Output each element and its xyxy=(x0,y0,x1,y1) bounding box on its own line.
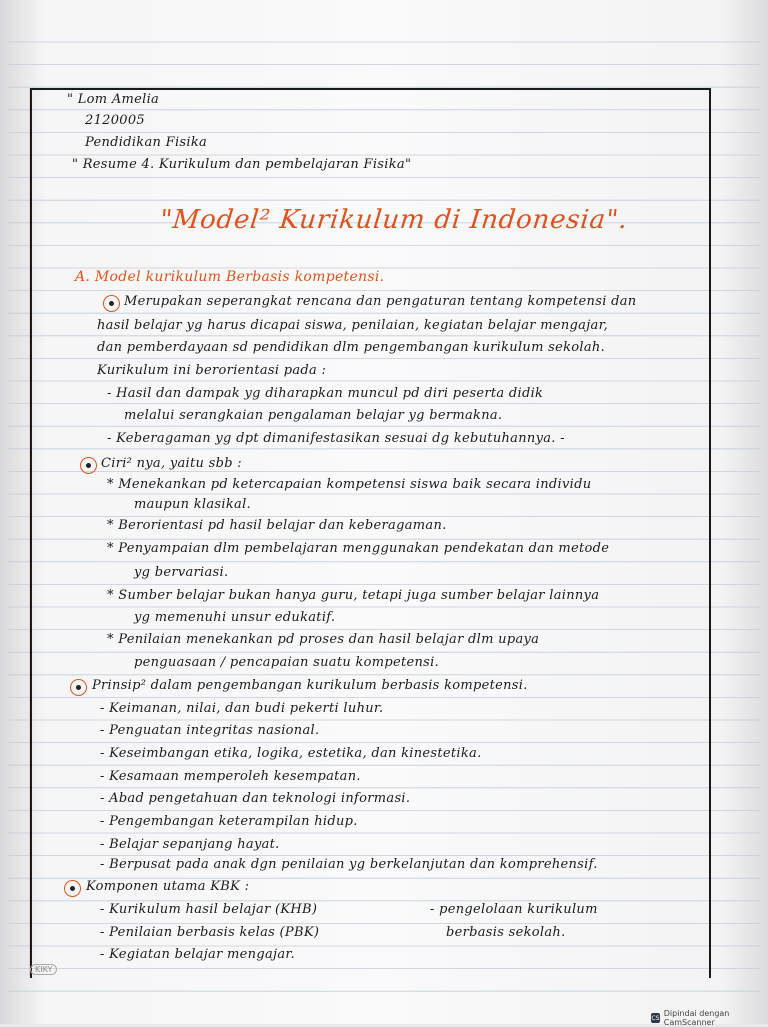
text-line: Prinsip² dalam pengembangan kurikulum berbasis kompetensi. xyxy=(92,678,528,693)
camscanner-icon: CS xyxy=(651,1014,660,1022)
text-line: yg memenuhi unsur edukatif. xyxy=(134,610,336,625)
text-line: - Kesamaan memperoleh kesempatan. xyxy=(100,769,361,784)
text-line: - Keseimbangan etika, logika, estetika, dan kinestetika. xyxy=(100,746,482,761)
text-line: yg bervariasi. xyxy=(134,565,229,580)
text-line: - Hasil dan dampak yg diharapkan muncul pd diri peserta didik xyxy=(107,386,544,401)
text-line: - Keberagaman yg dpt dimanifestasikan sesuai dg kebutuhannya. - xyxy=(107,431,565,446)
text-line: Merupakan seperangkat rencana dan pengaturan tentang kompetensi dan xyxy=(124,294,637,309)
text-line: hasil belajar yg harus dicapai siswa, penilaian, kegiatan belajar mengajar, xyxy=(97,318,609,333)
section-heading: A. Model kurikulum Berbasis kompetensi. xyxy=(75,269,385,285)
subject: Pendidikan Fisika xyxy=(85,135,208,150)
bullet-circle-icon xyxy=(103,295,120,312)
notebook-brand-logo: KIKY xyxy=(30,964,57,975)
text-line: - Kegiatan belajar mengajar. xyxy=(100,947,295,962)
student-id: 2120005 xyxy=(85,113,145,128)
text-line: - pengelolaan kurikulum xyxy=(430,902,598,917)
text-line: * Sumber belajar bukan hanya guru, tetapi juga sumber belajar lainnya xyxy=(107,588,600,603)
text-line: * Penilaian menekankan pd proses dan hasil belajar dlm upaya xyxy=(107,632,540,647)
text-line: - Pengembangan keterampilan hidup. xyxy=(100,814,358,829)
text-line: Komponen utama KBK : xyxy=(86,879,250,894)
text-line: dan pemberdayaan sd pendidikan dlm pengembangan kurikulum sekolah. xyxy=(97,340,606,355)
text-line: maupun klasikal. xyxy=(134,497,251,512)
text-line: - Abad pengetahuan dan teknologi informasi. xyxy=(100,791,411,806)
resume-title: " Resume 4. Kurikulum dan pembelajaran Fisika" xyxy=(72,157,412,172)
text-line: melalui serangkaian pengalaman belajar yg bermakna. xyxy=(124,408,503,423)
bullet-circle-icon xyxy=(80,457,97,474)
scanner-text: Dipindai dengan CamScanner xyxy=(663,1009,730,1027)
text-line: - Berpusat pada anak dgn penilaian yg berkelanjutan dan komprehensif. xyxy=(100,857,598,872)
text-line: - Penguatan integritas nasional. xyxy=(100,723,320,738)
text-line: - Penilaian berbasis kelas (PBK) xyxy=(100,925,320,940)
text-line: Kurikulum ini berorientasi pada : xyxy=(97,363,327,378)
page-title: "Model² Kurikulum di Indonesia". xyxy=(158,205,630,235)
bullet-circle-icon xyxy=(70,679,87,696)
text-line: - Belajar sepanjang hayat. xyxy=(100,837,280,852)
text-line: * Menekankan pd ketercapaian kompetensi siswa baik secara individu xyxy=(107,477,592,492)
scanner-watermark xyxy=(651,1009,768,1027)
text-line: berbasis sekolah. xyxy=(446,925,566,940)
text-line: penguasaan / pencapaian suatu kompetensi. xyxy=(134,655,440,670)
bullet-circle-icon xyxy=(64,880,81,897)
text-line: * Berorientasi pd hasil belajar dan keberagaman. xyxy=(107,518,447,533)
student-name: " Lom Amelia xyxy=(67,92,160,107)
text-line: Ciri² nya, yaitu sbb : xyxy=(101,456,242,471)
text-line: - Keimanan, nilai, dan budi pekerti luhur. xyxy=(100,701,384,716)
text-line: - Kurikulum hasil belajar (KHB) xyxy=(100,902,318,917)
text-line: * Penyampaian dlm pembelajaran menggunakan pendekatan dan metode xyxy=(107,541,610,556)
